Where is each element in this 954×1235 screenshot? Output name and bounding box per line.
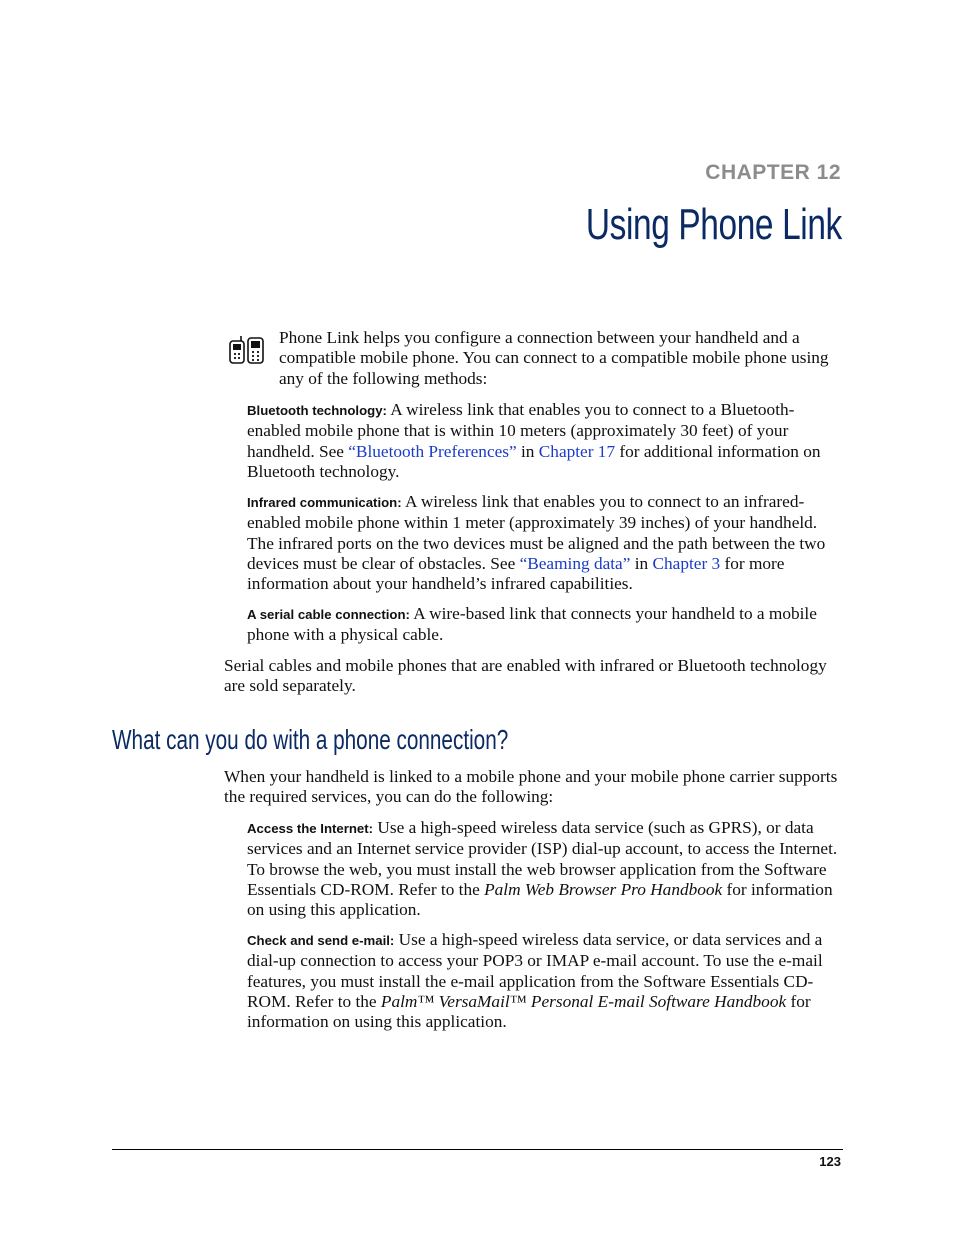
- separate-sale-note: Serial cables and mobile phones that are enabled with infrared or Bluetooth technology are sold separately.: [224, 656, 827, 696]
- serial-term: A serial cable connection:: [247, 607, 410, 622]
- page-number: 123: [819, 1154, 841, 1169]
- web-browser-handbook-title: Palm Web Browser Pro Handbook: [484, 879, 723, 899]
- mobile-phone-icon: [229, 335, 265, 365]
- infrared-text-in: in: [630, 553, 653, 573]
- bluetooth-text-in: in: [516, 441, 539, 461]
- internet-term: Access the Internet:: [247, 821, 374, 836]
- serial-text: A wire-based link that connects your handheld to a mobile phone with a physical cable.: [247, 604, 817, 645]
- infrared-text: A wireless link that enables you to connect to an infrared-enabled mobile phone within 1 meter (approximately 39 inches) of your handheld. The infrared ports on the two devices must be aligned and the path between the two devices must be clear of obstacles. See: [247, 492, 826, 573]
- email-definition: [247, 930, 844, 1032]
- bluetooth-preferences-link[interactable]: “Bluetooth Preferences”: [348, 441, 517, 461]
- footer-rule: [112, 1149, 843, 1150]
- beaming-data-link[interactable]: “Beaming data”: [519, 553, 631, 573]
- chapter-17-link[interactable]: Chapter 17: [538, 441, 616, 461]
- bluetooth-text: A wireless link that enables you to connect to a Bluetooth-enabled mobile phone that is within 10 meters (approximately 30 feet) of your handheld. See: [247, 400, 795, 461]
- bluetooth-definition: [247, 400, 844, 482]
- chapter-3-link[interactable]: Chapter 3: [652, 553, 721, 573]
- email-text-end: for information on using this application.: [247, 991, 811, 1032]
- bluetooth-term: Bluetooth technology:: [247, 403, 387, 418]
- versamail-handbook-title: Palm™ VersaMail™ Personal E-mail Software Handbook: [380, 991, 787, 1011]
- email-text: Use a high-speed wireless data service, or data services and a dial-up connection to access your POP3 or IMAP e-mail account. To use the e-mail features, you must install the e-mail application from the Software Essentials CD-ROM. Refer to the: [247, 930, 823, 1011]
- infrared-definition: [247, 492, 844, 594]
- bluetooth-text-end: for additional information on Bluetooth technology.: [247, 441, 821, 481]
- section-intro: When your handheld is linked to a mobile phone and your mobile phone carrier supports the required services, you can do the following:: [224, 767, 838, 807]
- chapter-title: Using Phone Link: [585, 200, 842, 249]
- infrared-text-end: for more information about your handheld’s infrared capabilities.: [247, 553, 785, 594]
- internet-definition: [247, 818, 844, 920]
- internet-text: Use a high-speed wireless data service (such as GPRS), or data services and an Internet service provider (ISP) dial-up account, to access the Internet. To browse the web, you must install the web browser application from the Software Essentials CD-ROM. Refer to the: [247, 818, 838, 899]
- chapter-label: CHAPTER 12: [705, 161, 841, 184]
- serial-definition: [247, 604, 844, 646]
- internet-text-end: for information on using this application.: [247, 879, 833, 920]
- email-term: Check and send e-mail:: [247, 933, 395, 948]
- intro-paragraph: Phone Link helps you configure a connection between your handheld and a compatible mobile phone. You can connect to a compatible mobile phone using any of the following methods:: [279, 328, 829, 388]
- section-heading: What can you do with a phone connection?: [112, 724, 509, 755]
- infrared-term: Infrared communication:: [247, 495, 402, 510]
